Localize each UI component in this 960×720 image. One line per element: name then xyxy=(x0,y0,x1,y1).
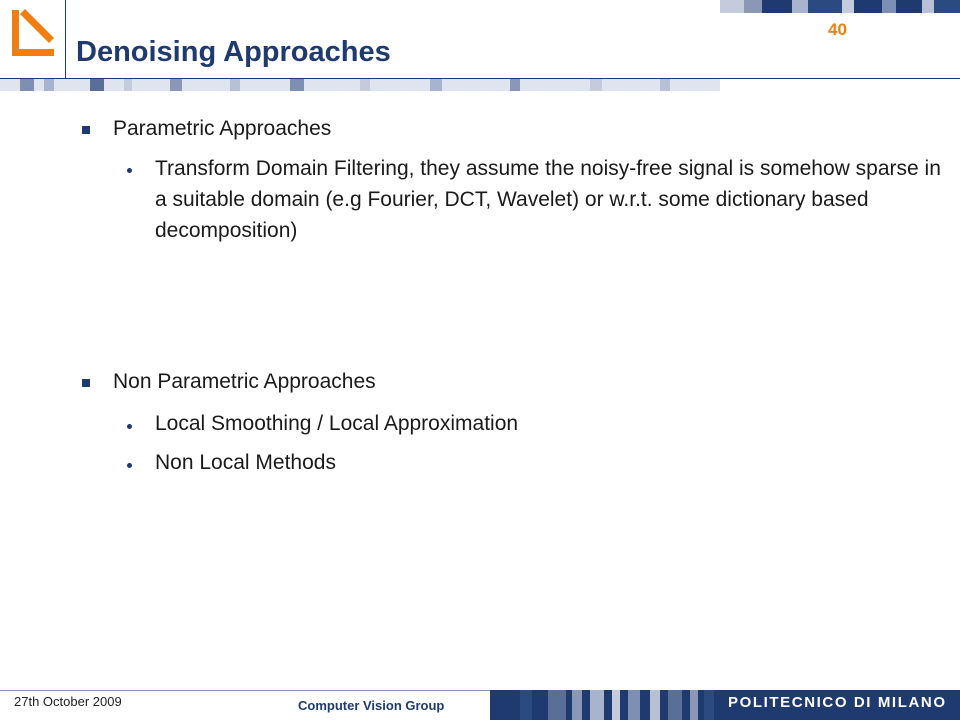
slide-number: 40 xyxy=(828,20,847,39)
footer-group-name: Computer Vision Group xyxy=(298,698,445,713)
list-item: Non Local Methods xyxy=(155,451,336,474)
square-bullet-icon xyxy=(82,126,90,134)
header-divider xyxy=(65,0,66,80)
header-decorative-bar xyxy=(0,78,960,91)
slide-title: Denoising Approaches xyxy=(76,36,391,68)
header-corner-squares xyxy=(720,0,960,13)
list-item: Transform Domain Filtering, they assume the noisy-free signal is somehow sparse in a suitable domain (e.g Fourier, DCT, Wavelet) or w.r.t. some dictionary based decomposition) xyxy=(155,157,941,242)
dot-bullet-icon xyxy=(127,463,132,468)
footer-date: 27th October 2009 xyxy=(14,694,122,709)
dot-bullet-icon xyxy=(127,168,132,173)
polimi-arrow-logo xyxy=(10,8,56,60)
square-bullet-icon xyxy=(82,379,90,387)
section-heading-parametric: Parametric Approaches xyxy=(113,117,332,140)
institution-name: POLITECNICO DI MILANO xyxy=(728,694,947,711)
list-item: Local Smoothing / Local Approximation xyxy=(155,412,519,435)
section-heading-non-parametric: Non Parametric Approaches xyxy=(113,370,376,393)
dot-bullet-icon xyxy=(127,424,132,429)
